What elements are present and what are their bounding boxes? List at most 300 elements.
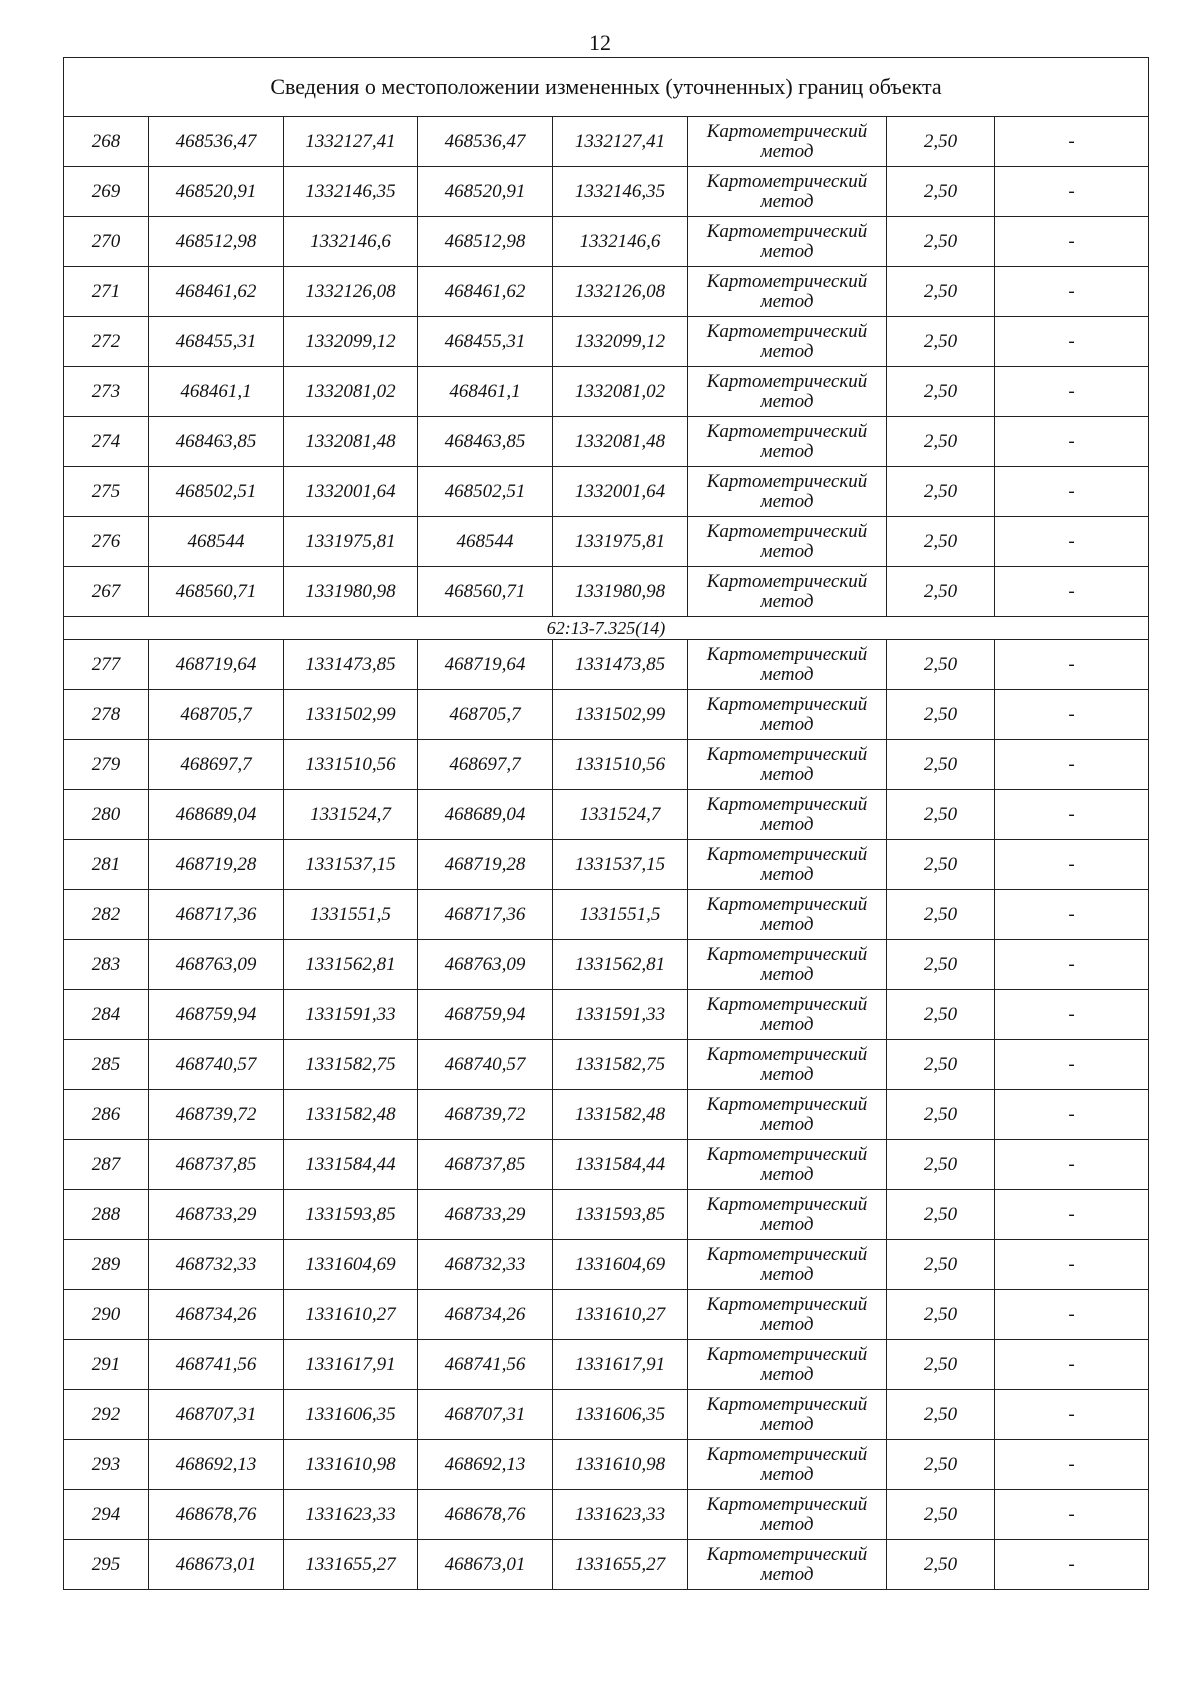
existing-y-cell: 1331562,81 xyxy=(284,940,418,990)
point-number-cell: 275 xyxy=(64,467,149,517)
method-line-2: метод xyxy=(760,440,814,462)
point-number-cell: 285 xyxy=(64,1040,149,1090)
refined-y-cell: 1331510,56 xyxy=(553,740,688,790)
boundary-coordinates-table xyxy=(63,57,1149,1590)
point-number-cell: 278 xyxy=(64,690,149,740)
method-line-2: метод xyxy=(760,813,814,835)
section-header-row xyxy=(64,617,1149,640)
existing-y-cell: 1332001,64 xyxy=(284,467,418,517)
method-line-2: метод xyxy=(760,663,814,685)
refined-y-cell: 1331582,75 xyxy=(553,1040,688,1090)
table-row xyxy=(64,117,1149,167)
existing-y-cell: 1331606,35 xyxy=(284,1390,418,1440)
existing-x-cell: 468544 xyxy=(149,517,284,567)
refined-y-cell: 1332099,12 xyxy=(553,317,688,367)
method-cell xyxy=(688,1040,887,1090)
note-cell: - xyxy=(995,517,1149,567)
point-number-cell: 268 xyxy=(64,117,149,167)
method-line-2: метод xyxy=(760,290,814,312)
table-row xyxy=(64,740,1149,790)
table-row xyxy=(64,840,1149,890)
table-row xyxy=(64,1240,1149,1290)
table-row xyxy=(64,317,1149,367)
existing-y-cell: 1331980,98 xyxy=(284,567,418,617)
method-line-2: метод xyxy=(760,1313,814,1335)
refined-y-cell: 1331582,48 xyxy=(553,1090,688,1140)
accuracy-cell: 2,50 xyxy=(887,267,995,317)
note-cell: - xyxy=(995,317,1149,367)
method-line-2: метод xyxy=(760,863,814,885)
point-number-cell: 286 xyxy=(64,1090,149,1140)
note-cell: - xyxy=(995,417,1149,467)
existing-x-cell: 468719,64 xyxy=(149,640,284,690)
existing-x-cell: 468719,28 xyxy=(149,840,284,890)
existing-x-cell: 468741,56 xyxy=(149,1340,284,1390)
method-cell xyxy=(688,1440,887,1490)
point-number-cell: 295 xyxy=(64,1540,149,1590)
table-body xyxy=(64,58,1149,1590)
method-line-1: Картометрический xyxy=(706,570,868,592)
table-row xyxy=(64,167,1149,217)
note-cell: - xyxy=(995,1440,1149,1490)
refined-y-cell: 1332127,41 xyxy=(553,117,688,167)
method-cell xyxy=(688,517,887,567)
refined-x-cell: 468705,7 xyxy=(418,690,553,740)
refined-x-cell: 468461,1 xyxy=(418,367,553,417)
method-line-1: Картометрический xyxy=(706,993,868,1015)
method-line-1: Картометрический xyxy=(706,1543,868,1565)
method-line-2: метод xyxy=(760,1013,814,1035)
method-line-2: метод xyxy=(760,913,814,935)
refined-y-cell: 1331655,27 xyxy=(553,1540,688,1590)
method-cell xyxy=(688,840,887,890)
refined-x-cell: 468673,01 xyxy=(418,1540,553,1590)
refined-x-cell: 468689,04 xyxy=(418,790,553,840)
method-line-1: Картометрический xyxy=(706,893,868,915)
method-cell xyxy=(688,640,887,690)
note-cell: - xyxy=(995,467,1149,517)
note-cell: - xyxy=(995,990,1149,1040)
method-cell xyxy=(688,740,887,790)
method-cell xyxy=(688,890,887,940)
refined-y-cell: 1331537,15 xyxy=(553,840,688,890)
method-line-1: Картометрический xyxy=(706,693,868,715)
method-cell xyxy=(688,1190,887,1240)
existing-x-cell: 468734,26 xyxy=(149,1290,284,1340)
accuracy-cell: 2,50 xyxy=(887,1440,995,1490)
accuracy-cell: 2,50 xyxy=(887,640,995,690)
note-cell: - xyxy=(995,367,1149,417)
note-cell: - xyxy=(995,1140,1149,1190)
accuracy-cell: 2,50 xyxy=(887,1290,995,1340)
existing-x-cell: 468705,7 xyxy=(149,690,284,740)
table-title: Сведения о местоположении измененных (уточненных) границ объекта xyxy=(64,58,1149,117)
existing-x-cell: 468737,85 xyxy=(149,1140,284,1190)
refined-x-cell: 468733,29 xyxy=(418,1190,553,1240)
method-cell xyxy=(688,267,887,317)
accuracy-cell: 2,50 xyxy=(887,1490,995,1540)
method-line-1: Картометрический xyxy=(706,1493,868,1515)
existing-x-cell: 468678,76 xyxy=(149,1490,284,1540)
accuracy-cell: 2,50 xyxy=(887,790,995,840)
existing-x-cell: 468733,29 xyxy=(149,1190,284,1240)
point-number-cell: 292 xyxy=(64,1390,149,1440)
table-row xyxy=(64,990,1149,1040)
existing-x-cell: 468502,51 xyxy=(149,467,284,517)
refined-x-cell: 468737,85 xyxy=(418,1140,553,1190)
point-number-cell: 283 xyxy=(64,940,149,990)
method-line-1: Картометрический xyxy=(706,270,868,292)
point-number-cell: 290 xyxy=(64,1290,149,1340)
existing-y-cell: 1331623,33 xyxy=(284,1490,418,1540)
existing-x-cell: 468717,36 xyxy=(149,890,284,940)
existing-y-cell: 1332081,02 xyxy=(284,367,418,417)
table-row xyxy=(64,1290,1149,1340)
existing-y-cell: 1331593,85 xyxy=(284,1190,418,1240)
point-number-cell: 280 xyxy=(64,790,149,840)
method-cell xyxy=(688,690,887,740)
method-line-2: метод xyxy=(760,1363,814,1385)
method-line-1: Картометрический xyxy=(706,470,868,492)
method-cell xyxy=(688,167,887,217)
method-cell xyxy=(688,1140,887,1190)
existing-y-cell: 1331610,98 xyxy=(284,1440,418,1490)
note-cell: - xyxy=(995,1040,1149,1090)
note-cell: - xyxy=(995,890,1149,940)
accuracy-cell: 2,50 xyxy=(887,890,995,940)
accuracy-cell: 2,50 xyxy=(887,1540,995,1590)
point-number-cell: 294 xyxy=(64,1490,149,1540)
point-number-cell: 281 xyxy=(64,840,149,890)
existing-x-cell: 468689,04 xyxy=(149,790,284,840)
note-cell: - xyxy=(995,1090,1149,1140)
method-line-1: Картометрический xyxy=(706,1293,868,1315)
point-number-cell: 271 xyxy=(64,267,149,317)
method-line-2: метод xyxy=(760,540,814,562)
note-cell: - xyxy=(995,640,1149,690)
refined-x-cell: 468759,94 xyxy=(418,990,553,1040)
method-line-1: Картометрический xyxy=(706,643,868,665)
refined-y-cell: 1331610,27 xyxy=(553,1290,688,1340)
method-cell xyxy=(688,1290,887,1340)
table-row xyxy=(64,940,1149,990)
method-line-2: метод xyxy=(760,490,814,512)
table-row xyxy=(64,567,1149,617)
refined-x-cell: 468512,98 xyxy=(418,217,553,267)
table-row xyxy=(64,790,1149,840)
table-title-row xyxy=(64,58,1149,117)
refined-x-cell: 468732,33 xyxy=(418,1240,553,1290)
refined-y-cell: 1332146,6 xyxy=(553,217,688,267)
existing-y-cell: 1331473,85 xyxy=(284,640,418,690)
existing-y-cell: 1332146,35 xyxy=(284,167,418,217)
note-cell: - xyxy=(995,1540,1149,1590)
method-line-2: метод xyxy=(760,763,814,785)
point-number-cell: 287 xyxy=(64,1140,149,1190)
method-line-2: метод xyxy=(760,1063,814,1085)
page-number: 12 xyxy=(589,30,611,55)
refined-x-cell: 468719,28 xyxy=(418,840,553,890)
method-line-2: метод xyxy=(760,240,814,262)
method-cell xyxy=(688,1090,887,1140)
note-cell: - xyxy=(995,840,1149,890)
refined-x-cell: 468461,62 xyxy=(418,267,553,317)
table-row xyxy=(64,1390,1149,1440)
existing-y-cell: 1331591,33 xyxy=(284,990,418,1040)
existing-y-cell: 1331617,91 xyxy=(284,1340,418,1390)
note-cell: - xyxy=(995,567,1149,617)
existing-x-cell: 468759,94 xyxy=(149,990,284,1040)
method-cell xyxy=(688,117,887,167)
refined-y-cell: 1331610,98 xyxy=(553,1440,688,1490)
refined-x-cell: 468717,36 xyxy=(418,890,553,940)
method-cell xyxy=(688,417,887,467)
accuracy-cell: 2,50 xyxy=(887,367,995,417)
accuracy-cell: 2,50 xyxy=(887,1090,995,1140)
accuracy-cell: 2,50 xyxy=(887,1040,995,1090)
method-line-2: метод xyxy=(760,1163,814,1185)
accuracy-cell: 2,50 xyxy=(887,940,995,990)
existing-x-cell: 468692,13 xyxy=(149,1440,284,1490)
table-row xyxy=(64,417,1149,467)
note-cell: - xyxy=(995,1240,1149,1290)
table-row xyxy=(64,640,1149,690)
method-line-1: Картометрический xyxy=(706,1093,868,1115)
accuracy-cell: 2,50 xyxy=(887,167,995,217)
method-line-1: Картометрический xyxy=(706,793,868,815)
method-line-2: метод xyxy=(760,1463,814,1485)
table-row xyxy=(64,517,1149,567)
existing-x-cell: 468739,72 xyxy=(149,1090,284,1140)
method-line-2: метод xyxy=(760,390,814,412)
point-number-cell: 288 xyxy=(64,1190,149,1240)
method-line-1: Картометрический xyxy=(706,120,868,142)
accuracy-cell: 2,50 xyxy=(887,1390,995,1440)
refined-y-cell: 1331604,69 xyxy=(553,1240,688,1290)
table-row xyxy=(64,217,1149,267)
table-row xyxy=(64,367,1149,417)
note-cell: - xyxy=(995,790,1149,840)
method-line-2: метод xyxy=(760,590,814,612)
refined-y-cell: 1331617,91 xyxy=(553,1340,688,1390)
refined-x-cell: 468707,31 xyxy=(418,1390,553,1440)
point-number-cell: 279 xyxy=(64,740,149,790)
existing-y-cell: 1332099,12 xyxy=(284,317,418,367)
point-number-cell: 269 xyxy=(64,167,149,217)
table-row xyxy=(64,1140,1149,1190)
refined-x-cell: 468692,13 xyxy=(418,1440,553,1490)
method-line-1: Картометрический xyxy=(706,1443,868,1465)
existing-y-cell: 1332081,48 xyxy=(284,417,418,467)
accuracy-cell: 2,50 xyxy=(887,417,995,467)
method-line-1: Картометрический xyxy=(706,1393,868,1415)
refined-y-cell: 1332081,48 xyxy=(553,417,688,467)
note-cell: - xyxy=(995,940,1149,990)
accuracy-cell: 2,50 xyxy=(887,217,995,267)
method-cell xyxy=(688,790,887,840)
method-line-2: метод xyxy=(760,1413,814,1435)
method-cell xyxy=(688,467,887,517)
refined-x-cell: 468739,72 xyxy=(418,1090,553,1140)
existing-y-cell: 1331502,99 xyxy=(284,690,418,740)
note-cell: - xyxy=(995,167,1149,217)
existing-x-cell: 468673,01 xyxy=(149,1540,284,1590)
existing-x-cell: 468455,31 xyxy=(149,317,284,367)
table-row xyxy=(64,1440,1149,1490)
method-line-2: метод xyxy=(760,140,814,162)
point-number-cell: 293 xyxy=(64,1440,149,1490)
note-cell: - xyxy=(995,1340,1149,1390)
refined-x-cell: 468520,91 xyxy=(418,167,553,217)
method-cell xyxy=(688,990,887,1040)
accuracy-cell: 2,50 xyxy=(887,467,995,517)
existing-y-cell: 1331610,27 xyxy=(284,1290,418,1340)
existing-y-cell: 1331584,44 xyxy=(284,1140,418,1190)
point-number-cell: 274 xyxy=(64,417,149,467)
refined-y-cell: 1331593,85 xyxy=(553,1190,688,1240)
method-cell xyxy=(688,567,887,617)
existing-x-cell: 468461,62 xyxy=(149,267,284,317)
method-line-1: Картометрический xyxy=(706,420,868,442)
existing-x-cell: 468707,31 xyxy=(149,1390,284,1440)
table-row xyxy=(64,1340,1149,1390)
note-cell: - xyxy=(995,117,1149,167)
refined-y-cell: 1331562,81 xyxy=(553,940,688,990)
method-line-2: метод xyxy=(760,963,814,985)
accuracy-cell: 2,50 xyxy=(887,1190,995,1240)
existing-x-cell: 468536,47 xyxy=(149,117,284,167)
method-line-1: Картометрический xyxy=(706,843,868,865)
method-cell xyxy=(688,1390,887,1440)
refined-x-cell: 468463,85 xyxy=(418,417,553,467)
method-cell xyxy=(688,1340,887,1390)
table-row xyxy=(64,1090,1149,1140)
method-line-1: Картометрический xyxy=(706,170,868,192)
refined-y-cell: 1331623,33 xyxy=(553,1490,688,1540)
method-line-2: метод xyxy=(760,340,814,362)
existing-y-cell: 1331524,7 xyxy=(284,790,418,840)
method-cell xyxy=(688,940,887,990)
refined-y-cell: 1332126,08 xyxy=(553,267,688,317)
existing-x-cell: 468520,91 xyxy=(149,167,284,217)
point-number-cell: 272 xyxy=(64,317,149,367)
refined-y-cell: 1331975,81 xyxy=(553,517,688,567)
existing-y-cell: 1332126,08 xyxy=(284,267,418,317)
existing-y-cell: 1332146,6 xyxy=(284,217,418,267)
refined-x-cell: 468741,56 xyxy=(418,1340,553,1390)
existing-x-cell: 468697,7 xyxy=(149,740,284,790)
point-number-cell: 273 xyxy=(64,367,149,417)
refined-x-cell: 468734,26 xyxy=(418,1290,553,1340)
method-line-1: Картометрический xyxy=(706,1143,868,1165)
accuracy-cell: 2,50 xyxy=(887,317,995,367)
method-line-2: метод xyxy=(760,1113,814,1135)
table-row xyxy=(64,690,1149,740)
method-line-2: метод xyxy=(760,190,814,212)
method-line-1: Картометрический xyxy=(706,1043,868,1065)
method-line-1: Картометрический xyxy=(706,743,868,765)
refined-x-cell: 468740,57 xyxy=(418,1040,553,1090)
accuracy-cell: 2,50 xyxy=(887,567,995,617)
method-line-2: метод xyxy=(760,1563,814,1585)
method-cell xyxy=(688,1240,887,1290)
method-line-1: Картометрический xyxy=(706,520,868,542)
method-line-1: Картометрический xyxy=(706,943,868,965)
note-cell: - xyxy=(995,217,1149,267)
method-line-2: метод xyxy=(760,713,814,735)
method-line-2: метод xyxy=(760,1513,814,1535)
refined-y-cell: 1331502,99 xyxy=(553,690,688,740)
method-line-2: метод xyxy=(760,1213,814,1235)
method-cell xyxy=(688,1540,887,1590)
refined-y-cell: 1331980,98 xyxy=(553,567,688,617)
table-row xyxy=(64,1190,1149,1240)
table-row xyxy=(64,1490,1149,1540)
refined-x-cell: 468455,31 xyxy=(418,317,553,367)
method-cell xyxy=(688,317,887,367)
point-number-cell: 277 xyxy=(64,640,149,690)
refined-y-cell: 1331524,7 xyxy=(553,790,688,840)
method-cell xyxy=(688,1490,887,1540)
note-cell: - xyxy=(995,1290,1149,1340)
existing-x-cell: 468740,57 xyxy=(149,1040,284,1090)
refined-y-cell: 1331591,33 xyxy=(553,990,688,1040)
point-number-cell: 270 xyxy=(64,217,149,267)
existing-y-cell: 1331537,15 xyxy=(284,840,418,890)
point-number-cell: 284 xyxy=(64,990,149,1040)
refined-x-cell: 468678,76 xyxy=(418,1490,553,1540)
cadastral-number-label: 62:13-7.325(14) xyxy=(64,617,1149,640)
method-cell xyxy=(688,217,887,267)
existing-y-cell: 1331582,75 xyxy=(284,1040,418,1090)
existing-x-cell: 468463,85 xyxy=(149,417,284,467)
table-row xyxy=(64,1540,1149,1590)
accuracy-cell: 2,50 xyxy=(887,1340,995,1390)
note-cell: - xyxy=(995,1490,1149,1540)
refined-y-cell: 1332146,35 xyxy=(553,167,688,217)
refined-x-cell: 468719,64 xyxy=(418,640,553,690)
method-line-1: Картометрический xyxy=(706,1243,868,1265)
accuracy-cell: 2,50 xyxy=(887,1240,995,1290)
existing-y-cell: 1331510,56 xyxy=(284,740,418,790)
note-cell: - xyxy=(995,690,1149,740)
method-line-1: Картометрический xyxy=(706,1343,868,1365)
existing-y-cell: 1331551,5 xyxy=(284,890,418,940)
existing-y-cell: 1331655,27 xyxy=(284,1540,418,1590)
accuracy-cell: 2,50 xyxy=(887,1140,995,1190)
point-number-cell: 289 xyxy=(64,1240,149,1290)
table-row xyxy=(64,467,1149,517)
method-line-1: Картометрический xyxy=(706,1193,868,1215)
refined-y-cell: 1331551,5 xyxy=(553,890,688,940)
note-cell: - xyxy=(995,267,1149,317)
refined-x-cell: 468536,47 xyxy=(418,117,553,167)
refined-y-cell: 1331584,44 xyxy=(553,1140,688,1190)
point-number-cell: 291 xyxy=(64,1340,149,1390)
note-cell: - xyxy=(995,740,1149,790)
refined-x-cell: 468560,71 xyxy=(418,567,553,617)
refined-x-cell: 468763,09 xyxy=(418,940,553,990)
accuracy-cell: 2,50 xyxy=(887,740,995,790)
table-row xyxy=(64,1040,1149,1090)
existing-x-cell: 468461,1 xyxy=(149,367,284,417)
refined-x-cell: 468697,7 xyxy=(418,740,553,790)
table-row xyxy=(64,890,1149,940)
existing-x-cell: 468560,71 xyxy=(149,567,284,617)
method-line-1: Картометрический xyxy=(706,370,868,392)
method-line-2: метод xyxy=(760,1263,814,1285)
existing-x-cell: 468763,09 xyxy=(149,940,284,990)
